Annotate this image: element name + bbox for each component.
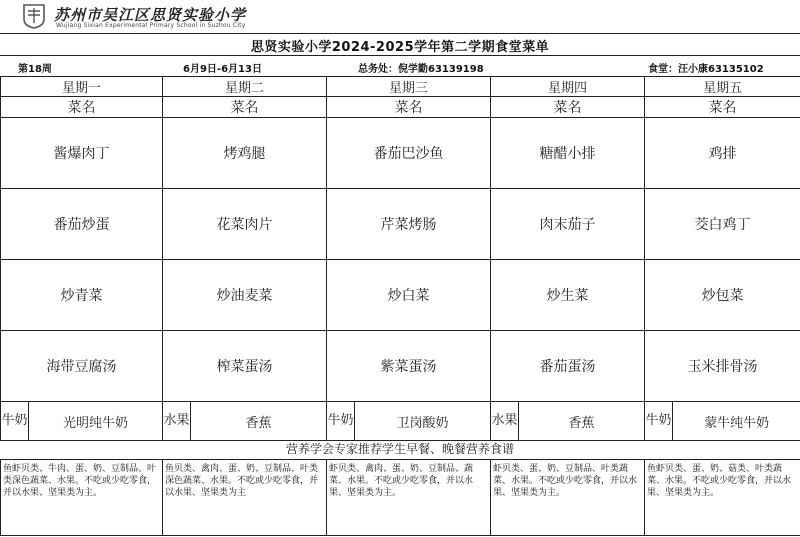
weekday-header: 星期二 (163, 77, 327, 97)
nutrition-cell: 鱼贝类、禽肉、蛋、奶、豆制品、叶类深色蔬菜、水果。不吃或少吃零食，并以水果、坚果类为主 (163, 460, 327, 536)
dish-cell: 炒生菜 (491, 260, 645, 331)
dish-cell: 炒油麦菜 (163, 260, 327, 331)
dish-cell: 番茄蛋汤 (491, 331, 645, 402)
canteen-contact: 食堂：汪小康63135102 (648, 64, 764, 75)
weekday-header: 星期三 (327, 77, 491, 97)
office-contact: 总务处：倪学勤63139198 (358, 64, 484, 75)
top-rule (0, 33, 800, 34)
dish-row-1 (1, 118, 800, 189)
dish-cell: 紫菜蛋汤 (327, 331, 491, 402)
weekday-header: 星期五 (645, 77, 800, 97)
dish-label: 菜名 (163, 97, 327, 118)
weekday-row (1, 77, 800, 97)
nutrition-row (1, 460, 800, 536)
side-row (1, 402, 800, 441)
side-label: 水果 (491, 402, 519, 441)
side-item: 光明纯牛奶 (29, 402, 163, 441)
dish-cell: 烤鸡腿 (163, 118, 327, 189)
side-item: 香蕉 (191, 402, 327, 441)
title-rule (0, 55, 800, 56)
school-header (0, 0, 800, 34)
dish-cell: 糖醋小排 (491, 118, 645, 189)
nutrition-table (0, 459, 800, 536)
dish-cell: 炒青菜 (1, 260, 163, 331)
school-logo-icon (22, 3, 46, 29)
side-label: 牛奶 (327, 402, 355, 441)
dish-cell: 番茄巴沙鱼 (327, 118, 491, 189)
dish-cell: 芹菜烤肠 (327, 189, 491, 260)
dish-cell: 鸡排 (645, 118, 800, 189)
dish-label: 菜名 (1, 97, 163, 118)
dish-cell: 肉末茄子 (491, 189, 645, 260)
dish-cell: 酱爆肉丁 (1, 118, 163, 189)
dish-cell: 海带豆腐汤 (1, 331, 163, 402)
dish-row-3 (1, 260, 800, 331)
page-title: 思贤实验小学2024-2025学年第二学期食堂菜单 (250, 40, 550, 55)
dish-label: 菜名 (645, 97, 800, 118)
dish-row-4 (1, 331, 800, 402)
dish-cell: 花菜肉片 (163, 189, 327, 260)
side-item: 卫岗酸奶 (355, 402, 491, 441)
dish-label: 菜名 (327, 97, 491, 118)
weekday-header: 星期四 (491, 77, 645, 97)
school-name-cn: 苏州市吴江区思贤实验小学 (54, 6, 247, 24)
week-number: 第18周 (18, 64, 52, 75)
dish-cell: 茭白鸡丁 (645, 189, 800, 260)
dish-cell: 炒包菜 (645, 260, 800, 331)
weekday-header: 星期一 (1, 77, 163, 97)
side-label: 牛奶 (645, 402, 673, 441)
menu-table (0, 76, 800, 441)
nutrition-cell: 虾贝类、禽肉、蛋、奶、豆制品、蔬菜、水果。不吃或少吃零食，并以水果、坚果类为主。 (327, 460, 491, 536)
dish-cell: 炒白菜 (327, 260, 491, 331)
side-item: 香蕉 (519, 402, 645, 441)
week-dates: 6月9日-6月13日 (183, 64, 262, 75)
nutrition-cell: 鱼虾贝类、蛋、奶、菇类、叶类蔬菜、水果。不吃或少吃零食，并以水果、坚果类为主。 (645, 460, 800, 536)
side-label: 水果 (163, 402, 191, 441)
recommend-title: 营养学会专家推荐学生早餐、晚餐营养食谱 (285, 442, 514, 456)
school-name-en: Wujiang Sixian Experimental Primary School in Suzhou City (56, 22, 246, 29)
dish-cell: 番茄炒蛋 (1, 189, 163, 260)
dish-label: 菜名 (491, 97, 645, 118)
side-item: 蒙牛纯牛奶 (673, 402, 800, 441)
side-label: 牛奶 (1, 402, 29, 441)
nutrition-cell: 虾贝类、蛋、奶、豆制品、叶类蔬菜、水果。不吃或少吃零食，并以水果、坚果类为主。 (491, 460, 645, 536)
dish-row-2 (1, 189, 800, 260)
nutrition-cell: 鱼虾贝类、牛肉、蛋、奶、豆制品、叶类深色蔬菜、水果。不吃或少吃零食，并以水果、坚果类为主。 (1, 460, 163, 536)
dish-label-row (1, 97, 800, 118)
dish-cell: 榨菜蛋汤 (163, 331, 327, 402)
dish-cell: 玉米排骨汤 (645, 331, 800, 402)
